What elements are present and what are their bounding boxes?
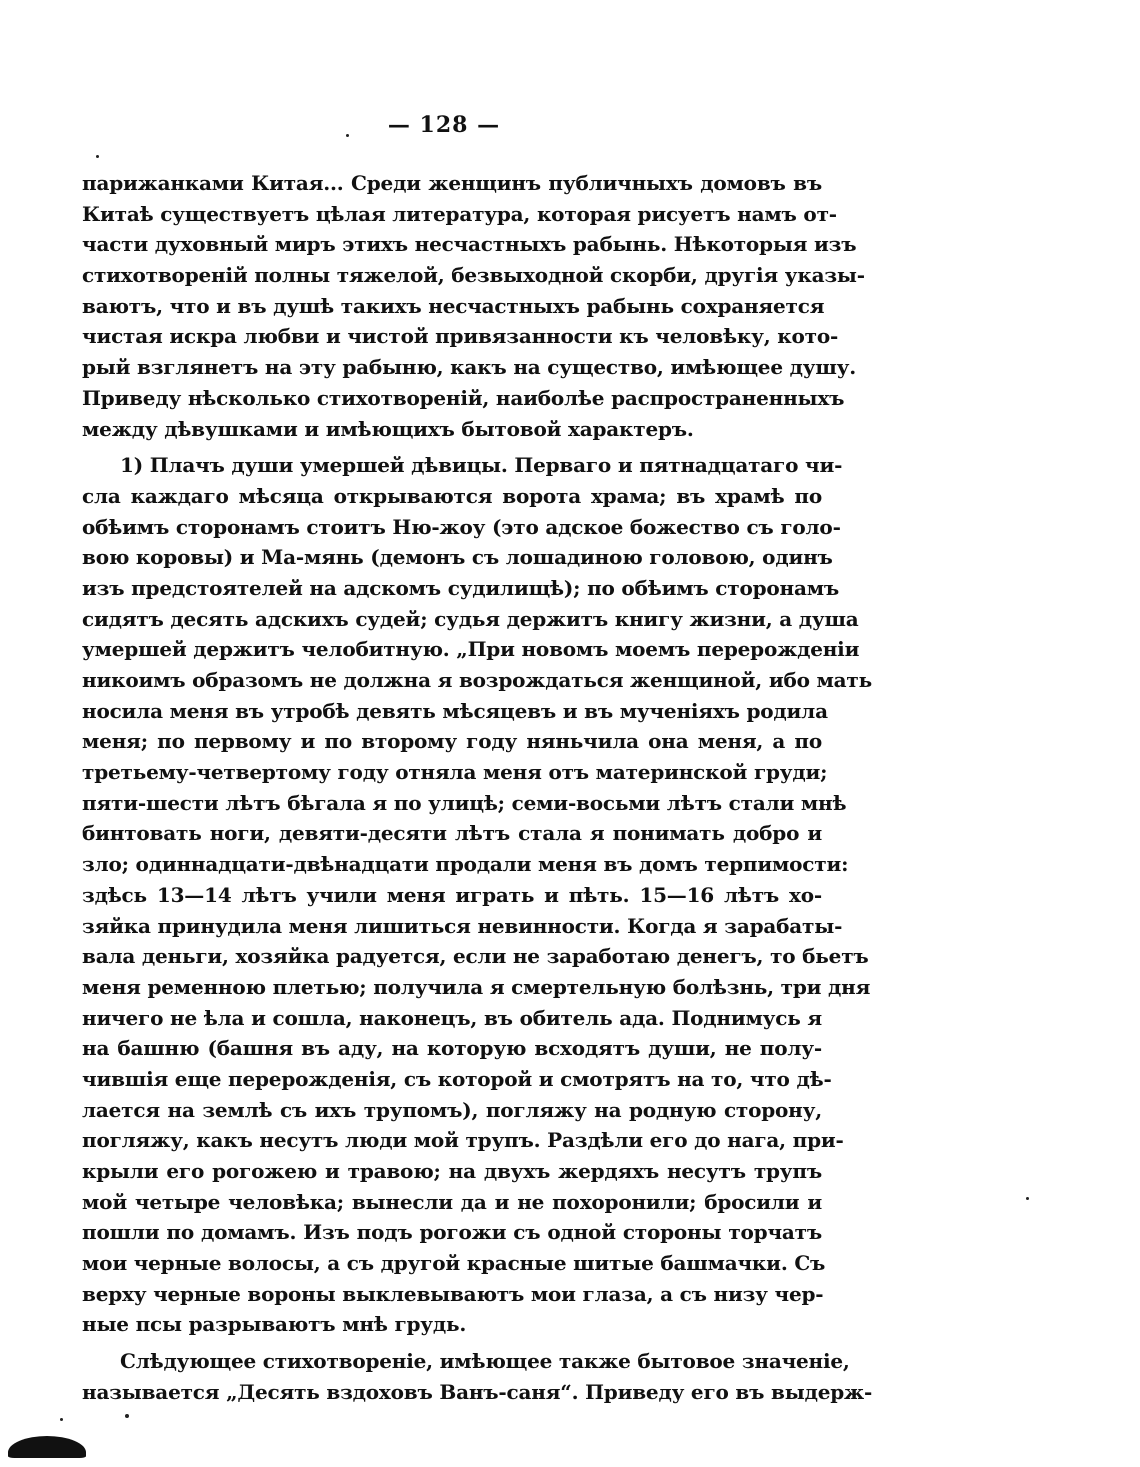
text-line: ничего не ѣла и сошла, наконецъ, въ обитель ада. Поднимусь я [82,1005,822,1030]
text-line: здѣсь 13—14 лѣтъ учили меня играть и пѣть. 15—16 лѣтъ хо- [82,882,822,907]
text-line: чистая искра любви и чистой привязанности къ человѣку, кото- [82,324,839,349]
text-line: части духовный миръ этихъ несчастныхъ рабынь. Нѣкоторыя изъ [82,232,857,257]
text-line: крыли его рогожею и травою; на двухъ жердяхъ несутъ трупъ [82,1159,822,1183]
text-line: стихотвореній полны тяжелой, безвыходной скорби, другія указы- [82,263,865,288]
text-line: Слѣдующее стихотвореніе, имѣющее также бытовое значеніе, [120,1349,850,1374]
page-text [82,168,873,1408]
scan-speck [1026,1197,1029,1200]
text-line: умершей держитъ челобитную. „При новомъ моемъ перерожденіи [82,637,860,662]
text-line: зло; одиннадцати-двѣнадцати продали меня въ домъ терпимости: [82,852,849,877]
text-line: вою коровы) и Ма-мянь (демонъ съ лошадиною головою, одинъ [82,545,833,570]
text-line: на башню (башня въ аду, на которую всходятъ души, не полу- [82,1036,822,1061]
text-line: рый взглянетъ на эту рабыню, какъ на существо, имѣющее душу. [82,355,856,380]
page-number: — 128 — [387,112,501,138]
text-line: вала деньги, хозяйка радуется, если не заработаю денегъ, то бьетъ [82,944,869,969]
text-line: погляжу, какъ несутъ люди мой трупъ. Раздѣли его до нага, при- [82,1128,844,1153]
text-line: Приведу нѣсколько стихотвореній, наиболѣе распространенныхъ [82,385,845,410]
text-line: чившія еще перерожденія, съ которой и смотрятъ на то, что дѣ- [82,1066,832,1091]
text-line: изъ предстоятелей на адскомъ судилищѣ); по обѣимъ сторонамъ [82,575,840,600]
text-line: зяйка принудила меня лишиться невинности. Когда я зарабаты- [82,913,843,938]
text-line: лается на землѣ съ ихъ трупомъ), погляжу на родную сторону, [82,1097,822,1122]
text-line: ные псы разрываютъ мнѣ грудь. [82,1312,467,1337]
text-line: третьему-четвертому году отняла меня отъ материнской груди; [82,760,828,785]
text-line: носила меня въ утробѣ девять мѣсяцевъ и въ мученіяхъ родила [82,698,828,723]
scan-speck [346,134,349,137]
text-line: никоимъ образомъ не должна я возрождаться женщиной, ибо мать [82,668,873,692]
text-line: пяти-шести лѣтъ бѣгала я по улицѣ; семи-восьми лѣтъ стали мнѣ [82,790,847,815]
text-line: называется „Десять вздоховъ Ванъ-саня“. Приведу его въ выдерж- [82,1379,873,1404]
scan-speck [96,155,99,158]
text-line: ваютъ, что и въ душѣ такихъ несчастныхъ рабынь сохраняется [82,293,825,318]
text-line: мои черные волосы, а съ другой красные шитые башмачки. Съ [82,1251,826,1276]
text-line: парижанками Китая... Среди женщинъ публичныхъ домовъ въ [82,171,822,195]
text-line: сла каждаго мѣсяца открываются ворота храма; въ храмѣ по [82,483,822,508]
text-line: Китаѣ существуетъ цѣлая литература, которая рисуетъ намъ от- [82,201,837,226]
scan-speck [60,1418,63,1421]
text-line: обѣимъ сторонамъ стоитъ Ню-жоу (это адское божество съ голо- [82,514,841,539]
text-line: меня; по первому и по второму году няньчила она меня, а по [82,729,822,754]
text-line: бинтовать ноги, девяти-десяти лѣтъ стала я понимать добро и [82,821,822,846]
text-line: меня ременною плетью; получила я смертельную болѣзнь, три дня [82,974,871,999]
text-line: между дѣвушками и имѣющихъ бытовой характеръ. [82,416,694,441]
text-line: 1) Плачъ души умершей дѣвицы. Перваго и пятнадцатаго чи- [120,453,843,478]
ink-blot [8,1436,86,1458]
text-line: верху черные вороны выклевываютъ мои глаза, а съ низу чер- [82,1281,824,1306]
text-line: мой четыре человѣка; вынесли да и не похоронили; бросили и [82,1189,822,1214]
text-line: пошли по домамъ. Изъ подъ рогожи съ одной стороны торчатъ [82,1220,822,1245]
text-line: сидятъ десять адскихъ судей; судья держитъ книгу жизни, а душа [82,606,859,631]
scan-speck [125,1414,129,1418]
